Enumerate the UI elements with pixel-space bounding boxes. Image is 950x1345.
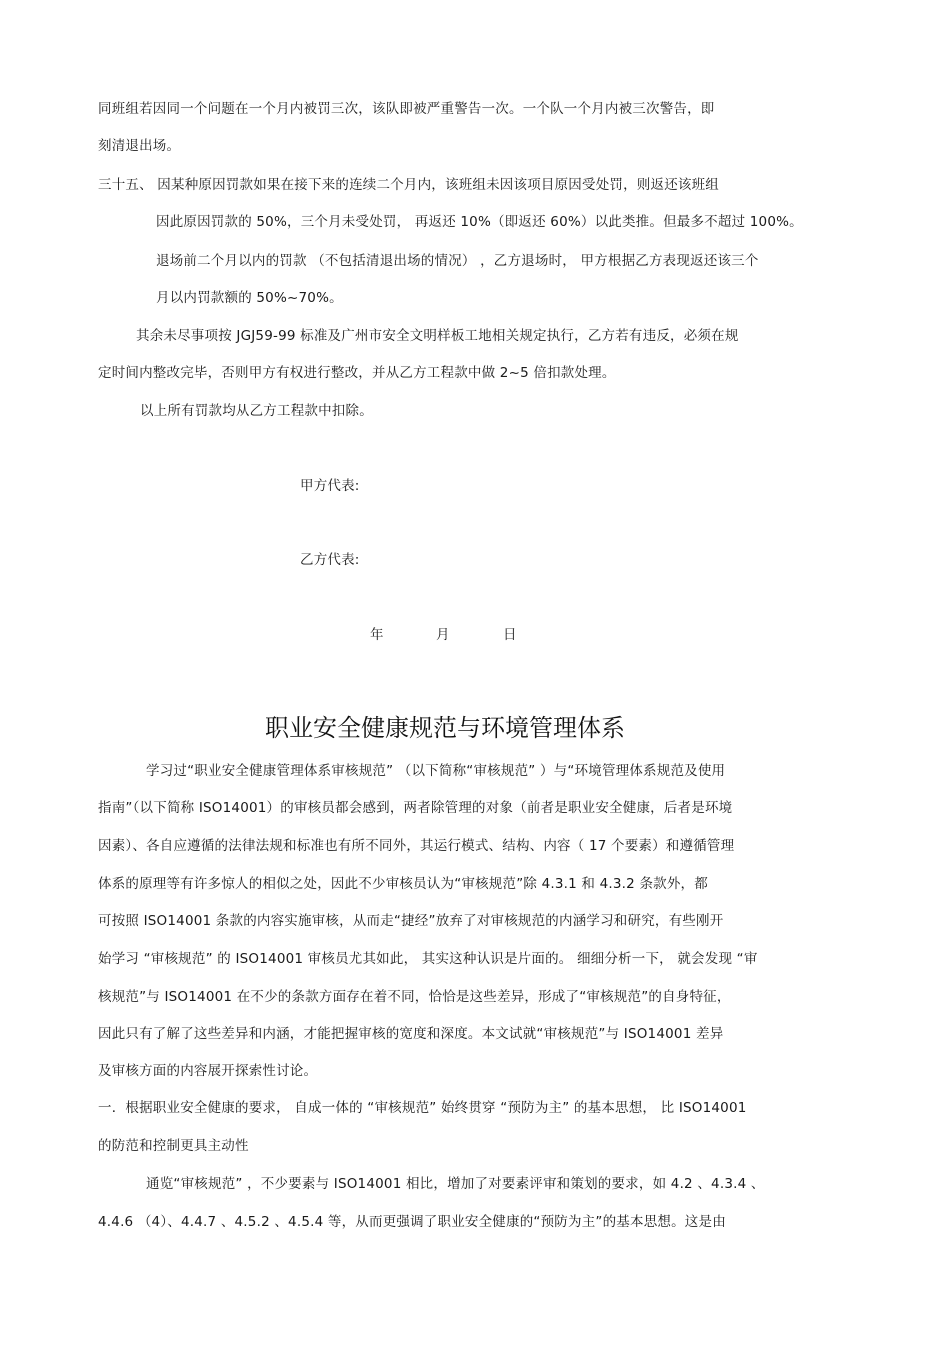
paragraph-line: 退场前二个月以内的罚款 （不包括清退出场的情况） ，乙方退场时， 甲方根据乙方表现返还该三个 <box>156 253 759 269</box>
paragraph-line: 体系的原理等有许多惊人的相似之处，因此不少审核员认为“审核规范”除 4.3.1 和 4.3.2 条款外，都 <box>98 876 708 892</box>
paragraph-line: 同班组若因同一个问题在一个月内被罚三次，该队即被严重警告一次。一个队一个月内被三次警告，即 <box>98 101 715 117</box>
party-b-signature-label: 乙方代表: <box>300 552 360 568</box>
paragraph-line: 定时间内整改完毕，否则甲方有权进行整改，并从乙方工程款中做 2~5 倍扣款处理。 <box>98 365 616 381</box>
paragraph-line: 月以内罚款额的 50%~70%。 <box>156 290 343 306</box>
paragraph-line: 刻清退出场。 <box>98 138 181 154</box>
paragraph-line: 核规范”与 ISO14001 在不少的条款方面存在着不同，恰恰是这些差异，形成了“审核规范”的自身特征， <box>98 989 731 1005</box>
paragraph-line: 以上所有罚款均从乙方工程款中扣除。 <box>140 403 373 419</box>
date-month-label: 月 <box>436 627 450 643</box>
article-title: 职业安全健康规范与环境管理体系 <box>265 714 625 742</box>
date-day-label: 日 <box>503 627 517 643</box>
party-a-signature-label: 甲方代表: <box>300 478 360 494</box>
paragraph-line: 因此只有了解了这些差异和内涵，才能把握审核的宽度和深度。本文试就“审核规范”与 ISO14001 差异 <box>98 1026 724 1042</box>
section-heading-line: 一．根据职业安全健康的要求， 自成一体的 “审核规范” 始终贯穿 “预防为主” 的基本思想， 比 ISO14001 <box>98 1100 747 1116</box>
paragraph-line: 因素）、各自应遵循的法律法规和标准也有所不同外，其运行模式、结构、内容（ 17 个要素）和遵循管理 <box>98 838 735 854</box>
paragraph-line: 可按照 ISO14001 条款的内容实施审核，从而走“捷经”放弃了对审核规范的内涵学习和研究，有些刚开 <box>98 913 724 929</box>
paragraph-line: 及审核方面的内容展开探索性讨论。 <box>98 1063 318 1079</box>
date-year-label: 年 <box>370 627 384 643</box>
paragraph-line: 因此原因罚款的 50%，三个月未受处罚， 再返还 10%（即返还 60%）以此类推。但最多不超过 100%。 <box>156 214 803 230</box>
paragraph-line: 通览“审核规范” ，不少要素与 ISO14001 相比，增加了对要素评审和策划的要求，如 4.2 、4.3.4 、 <box>146 1176 765 1192</box>
paragraph-line: 4.4.6 （4）、4.4.7 、4.5.2 、4.5.4 等，从而更强调了职业安全健康的“预防为主”的基本思想。这是由 <box>98 1214 726 1230</box>
clause-35-line: 三十五、 因某种原因罚款如果在接下来的连续二个月内，该班组未因该项目原因受处罚，则返还该班组 <box>98 177 719 193</box>
paragraph-line: 其余未尽事项按 JGJ59-99 标准及广州市安全文明样板工地相关规定执行，乙方若有违反，必须在规 <box>136 328 739 344</box>
paragraph-line: 学习过“职业安全健康管理体系审核规范” （以下简称“审核规范” ）与“环境管理体系规范及使用 <box>146 763 726 779</box>
section-heading-line: 的防范和控制更具主动性 <box>98 1138 249 1154</box>
paragraph-line: 始学习 “审核规范” 的 ISO14001 审核员尤其如此， 其实这种认识是片面的。 细细分析一下， 就会发现 “审 <box>98 951 758 967</box>
paragraph-line: 指南”（以下简称 ISO14001）的审核员都会感到，两者除管理的对象（前者是职业安全健康，后者是环境 <box>98 800 733 816</box>
